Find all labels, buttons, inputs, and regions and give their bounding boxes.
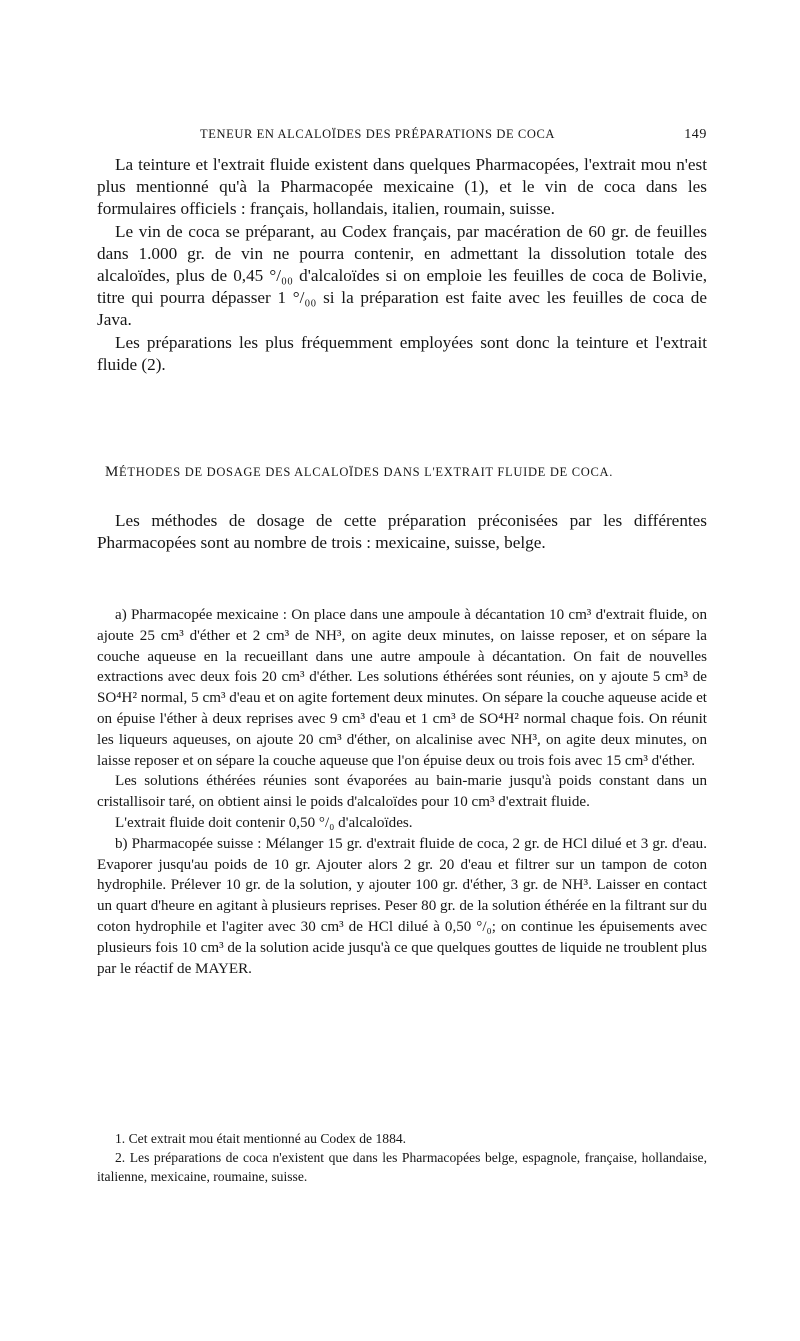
- method-a-paragraph: a) Pharmacopée mexicaine : On place dans une ampoule à décantation 10 cm³ d'extrait fluide, on ajoute 25 cm³ d'éther et 2 cm³ de NH³, on agite deux minutes, on laisse reposer, et on sépare la couche aqueuse en la recueillant dans une autre ampoule à décantation. On fait de nouvelles extractions avec deux fois 20 cm³ d'éther. Les solutions éthérées sont réunies, on y ajoute 5 cm³ de SO⁴H² normal, 5 cm³ d'eau et on agite fortement deux minutes. On sépare la couche aqueuse acide et on épuise l'éther à deux reprises avec 9 cm³ d'eau et 1 cm³ de SO⁴H² normal chaque fois. On réunit les liqueurs aqueuses, on ajoute 20 cm³ d'éther, on alcalinise avec NH³, on agite deux minutes, on laisse reposer et on sépare la couche aqueuse que l'on épuise deux ou trois fois avec 15 cm³ d'éther.: [97, 607, 707, 769]
- footnote-2: 2. Les préparations de coca n'existent que dans les Pharmacopées belge, espagnole, française, hollandaise, italienne, mexicaine, roumaine, suisse.: [97, 1150, 707, 1184]
- intro-text: [97, 154, 707, 376]
- paragraph: Les méthodes de dosage de cette préparation préconisées par les différentes Pharmacopées sont au nombre de trois : mexicaine, suisse, belge.: [97, 511, 707, 553]
- running-title: TENEUR EN ALCALOÏDES DES PRÉPARATIONS DE COCA: [200, 127, 556, 141]
- page-number: 149: [684, 127, 707, 142]
- heading-text: ÉTHODES DE DOSAGE DES ALCALOÏDES DANS L'EXTRAIT FLUIDE DE COCA.: [119, 465, 614, 479]
- footnote-1: 1. Cet extrait mou était mentionné au Codex de 1884.: [115, 1131, 407, 1146]
- footnotes: [97, 1129, 707, 1186]
- section-intro: [97, 510, 707, 554]
- methods-text: [97, 605, 707, 979]
- paragraph: Les préparations les plus fréquemment employées sont donc la teinture et l'extrait fluide (2).: [97, 332, 707, 374]
- paragraph: Le vin de coca se préparant, au Codex français, par macération de 60 gr. de feuilles dans 1.000 gr. de vin ne pourra contenir, en admettant la dissolution totale des alcaloïdes, plus de 0,45 °/₀₀ d'alcaloïdes si on emploie les feuilles de coca de Bolivie, titre qui pourra dépasser 1 °/₀₀ si la préparation est faite avec les feuilles de coca de Java.: [97, 221, 707, 330]
- section-heading: [105, 464, 707, 481]
- paragraph: Les solutions éthérées réunies sont évaporées au bain-marie jusqu'à poids constant dans un cristallisoir taré, on obtient ainsi le poids d'alcaloïdes pour 10 cm³ d'extrait fluide.: [97, 773, 707, 811]
- method-b-paragraph: b) Pharmacopée suisse : Mélanger 15 gr. d'extrait fluide de coca, 2 gr. de HCl dilué et 3 gr. d'eau. Evaporer jusqu'au poids de 10 gr. Ajouter alors 2 gr. 20 d'eau et filtrer sur un tampon de coton hydrophile. Prélever 10 gr. de la solution, y ajouter 100 gr. d'éther, 3 gr. de NH³. Laisser en contact un quart d'heure en agitant à plusieurs reprises. Peser 80 gr. de la solution éthérée en la filtrant sur du coton hydrophile et l'agiter avec 30 cm³ de HCl dilué à 0,50 °/₀; on continue les épuisements avec plusieurs fois 10 cm³ de la solution acide jusqu'à ce que quelques gouttes de liquide ne troublent plus par le réactif de MAYER.: [97, 835, 707, 977]
- paragraph: La teinture et l'extrait fluide existent dans quelques Pharmacopées, l'extrait mou n'est plus mentionné qu'à la Pharmacopée mexicaine (1), et le vin de coca dans les formulaires officiels : français, hollandais, italien, roumain, suisse.: [97, 155, 707, 219]
- heading-initial: M: [105, 464, 120, 480]
- paragraph: L'extrait fluide doit contenir 0,50 °/₀ d'alcaloïdes.: [115, 814, 413, 831]
